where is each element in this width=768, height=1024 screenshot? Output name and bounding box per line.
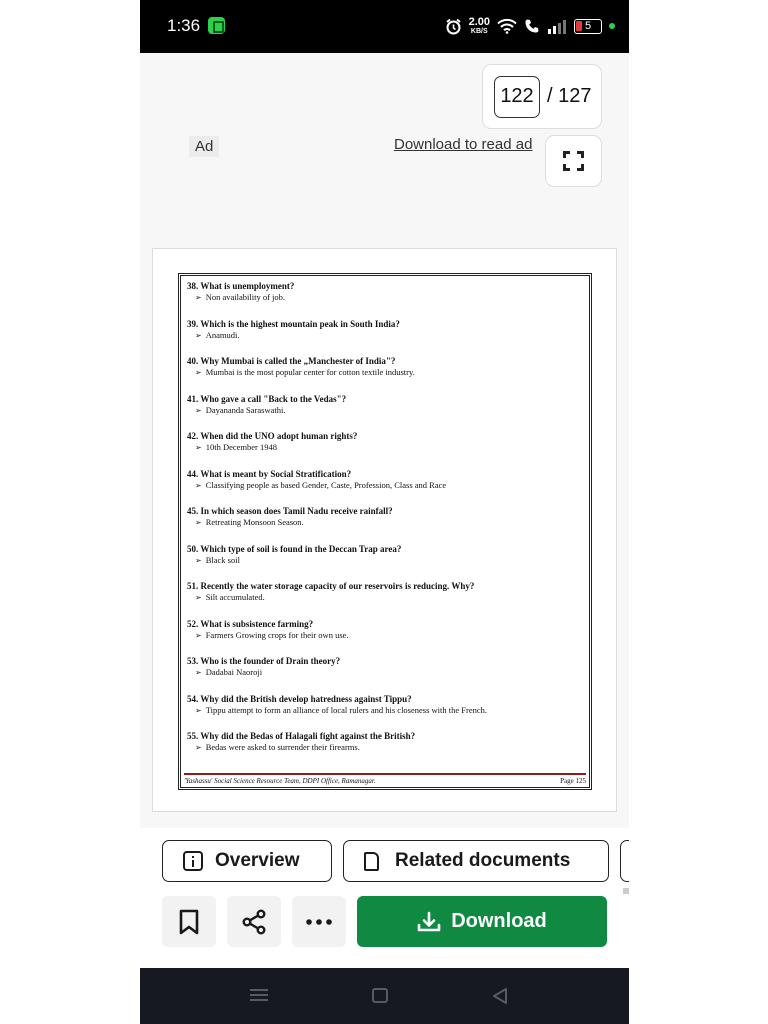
bullet-arrow-icon: ➢ <box>195 555 202 565</box>
answer-text: Farmers Growing crops for their own use. <box>205 629 349 640</box>
question-item <box>187 544 583 582</box>
question-item <box>187 694 583 732</box>
question-text: 42. When did the UNO adopt human rights? <box>187 431 358 441</box>
privacy-dot <box>609 23 615 29</box>
document-footer <box>184 773 586 785</box>
net-speed-unit: KB/S <box>470 27 488 35</box>
question-item <box>187 581 583 619</box>
signal-icon <box>547 19 567 34</box>
bullet-arrow-icon: ➢ <box>195 480 202 490</box>
tab-related-documents[interactable] <box>343 840 609 882</box>
fullscreen-button[interactable] <box>545 135 602 187</box>
answer-text: Black soil <box>205 554 240 565</box>
bullet-arrow-icon: ➢ <box>195 443 202 452</box>
battery-fill <box>576 21 582 31</box>
question-item <box>187 506 583 544</box>
status-time: 1:36 <box>167 16 201 35</box>
tab-overview-label: Overview <box>215 850 300 871</box>
question-text: 50. Which type of soil is found in the Deccan Trap area? <box>187 543 402 554</box>
download-button[interactable] <box>357 896 607 947</box>
answer-line <box>187 405 583 416</box>
question-text: 39. Which is the highest mountain peak in South India? <box>187 318 400 329</box>
net-speed <box>469 17 490 36</box>
back-button[interactable] <box>490 986 512 1006</box>
document-footer-text: 'Yashassu' Social Science Resource Team, DDPI Office, Ramanagar. <box>184 777 376 785</box>
tab-related-label: Related documents <box>395 850 571 871</box>
document-page-number: Page 125 <box>560 777 586 785</box>
question-item <box>187 469 583 507</box>
answer-line <box>187 367 583 378</box>
menu-icon-line <box>250 989 268 991</box>
total-pages: / 127 <box>547 85 592 107</box>
question-item <box>187 281 583 319</box>
bookmark-icon <box>179 909 199 935</box>
bullet-arrow-icon: ➢ <box>195 668 202 677</box>
bookmark-button[interactable] <box>162 896 216 947</box>
answer-text: Silt accumulated. <box>205 592 265 602</box>
home-icon <box>372 988 388 1003</box>
question-text: 44. What is meant by Social Stratification? <box>187 468 352 479</box>
answer-text: 10th December 1948 <box>205 442 277 452</box>
answer-line <box>187 442 583 453</box>
tab-overview[interactable] <box>162 840 332 882</box>
menu-icon-line <box>250 994 268 996</box>
bullet-arrow-icon: ➢ <box>195 368 202 377</box>
answer-text: Anamudi. <box>205 329 240 340</box>
system-nav-bar <box>140 968 629 1024</box>
answer-line <box>187 592 583 603</box>
alarm-icon <box>445 18 462 35</box>
answer-line <box>187 292 583 303</box>
question-text: 51. Recently the water storage capacity of our reservoirs is reducing. Why? <box>187 581 475 591</box>
answer-text: Dadabai Naoroji <box>205 667 263 677</box>
question-list <box>187 281 583 769</box>
recent-apps-button[interactable] <box>248 986 270 1006</box>
question-item <box>187 619 583 657</box>
bullet-arrow-icon: ➢ <box>195 518 202 527</box>
more-icon <box>305 918 333 926</box>
battery-indicator <box>574 19 602 34</box>
question-text: 38. What is unemployment? <box>187 281 295 291</box>
question-text: 52. What is subsistence farming? <box>187 618 314 629</box>
document-page-frame[interactable] <box>152 248 617 812</box>
answer-line <box>187 705 583 716</box>
share-button[interactable] <box>227 896 281 947</box>
answer-line <box>187 330 583 341</box>
net-speed-value: 2.00 <box>468 15 490 28</box>
menu-icon-line <box>250 999 268 1001</box>
tab-bar <box>140 834 629 894</box>
bullet-arrow-icon: ➢ <box>195 630 202 640</box>
tab-next-partial[interactable] <box>620 840 629 882</box>
answer-line <box>187 555 583 566</box>
question-text: 40. Why Mumbai is called the „Manchester of India"? <box>187 356 396 366</box>
ad-label: Ad <box>189 136 219 157</box>
question-item <box>187 394 583 432</box>
action-bar <box>140 894 629 968</box>
app-notification-icon <box>208 17 225 34</box>
question-text: 41. Who gave a call "Back to the Vedas"? <box>187 393 347 404</box>
fullscreen-icon-corner <box>577 164 584 171</box>
answer-line <box>187 480 583 491</box>
question-text: 45. In which season does Tamil Nadu receive rainfall? <box>187 506 393 516</box>
document-icon <box>364 852 379 871</box>
answer-text: Bedas were asked to surrender their firearms. <box>205 742 360 752</box>
home-button[interactable] <box>369 986 391 1006</box>
info-icon <box>183 851 203 871</box>
document-page <box>178 273 592 790</box>
question-item <box>187 319 583 357</box>
question-item <box>187 731 583 769</box>
wifi-icon <box>497 18 517 34</box>
answer-line <box>187 667 583 678</box>
answer-text: Mumbai is the most popular center for cotton textile industry. <box>205 367 415 377</box>
question-text: 54. Why did the British develop hatredness against Tippu? <box>187 693 412 704</box>
call-icon <box>524 18 540 34</box>
page-counter <box>482 64 602 129</box>
answer-text: Non availability of job. <box>205 292 286 302</box>
fullscreen-icon-corner <box>563 164 570 171</box>
bullet-arrow-icon: ➢ <box>195 705 202 715</box>
share-icon <box>241 909 267 935</box>
answer-line <box>187 742 583 753</box>
answer-text: Classifying people as based Gender, Caste, Profession, Class and Race <box>205 479 447 490</box>
bullet-arrow-icon: ➢ <box>195 405 202 415</box>
question-item <box>187 356 583 394</box>
answer-text: Tippu attempt to form an alliance of local rulers and his closeness with the French. <box>205 704 488 715</box>
download-icon <box>417 911 441 933</box>
bullet-arrow-icon: ➢ <box>195 593 202 602</box>
question-item <box>187 656 583 694</box>
bullet-arrow-icon: ➢ <box>195 330 202 340</box>
answer-text: Dayananda Saraswathi. <box>205 404 286 415</box>
more-options-button[interactable] <box>292 896 346 947</box>
phone-screen <box>140 0 629 1024</box>
answer-text: Retreating Monsoon Season. <box>205 517 304 527</box>
question-text: 55. Why did the Bedas of Halagali fight against the British? <box>187 731 416 741</box>
back-icon <box>490 986 510 1006</box>
status-icons <box>445 14 615 38</box>
question-item <box>187 431 583 469</box>
download-to-read-ad-link[interactable]: Download to read ad <box>394 136 533 153</box>
bullet-arrow-icon: ➢ <box>195 293 202 302</box>
current-page-input[interactable]: 122 <box>494 76 540 118</box>
answer-line <box>187 517 583 528</box>
battery-level: 5 <box>584 19 592 32</box>
fullscreen-icon-corner <box>577 151 584 158</box>
fullscreen-icon-corner <box>563 151 570 158</box>
status-bar <box>140 0 629 53</box>
download-label: Download <box>451 910 547 932</box>
answer-line <box>187 630 583 641</box>
bullet-arrow-icon: ➢ <box>195 743 202 752</box>
question-text: 53. Who is the founder of Drain theory? <box>187 656 341 666</box>
